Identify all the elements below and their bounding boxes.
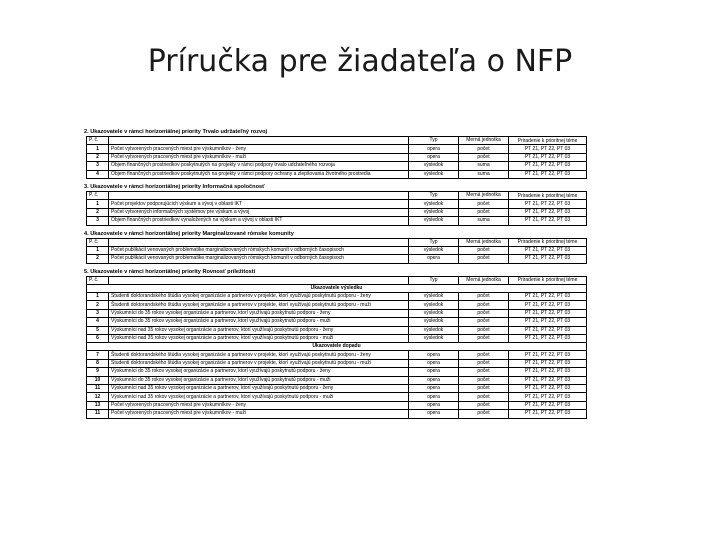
row-unit: počet <box>459 246 509 254</box>
row-description: Výskumníci do 35 rokov vysokej organizácie a partnerov, ktorí využívajú poskytnutú podporu - ženy <box>109 309 409 317</box>
row-number: 6 <box>87 335 109 343</box>
row-type: výsledok <box>409 335 459 343</box>
row-description: Študenti doktorandského štúdia vysokej organizácie a partnerov v projekte, ktorí využívajú poskytnutú podporu - muži <box>109 359 409 367</box>
row-type: výsledok <box>409 246 459 254</box>
row-assignment: PT 21, PT 22, PT 03 <box>509 145 587 153</box>
row-unit: počet <box>459 153 509 161</box>
row-description: Študenti doktorandského štúdia vysokej organizácie a partnerov v projekte, ktorí využívajú poskytnutú podporu - ženy <box>109 293 409 301</box>
row-number: 1 <box>87 246 109 254</box>
row-type: výsledok <box>409 208 459 216</box>
table-row <box>87 393 587 401</box>
table-row <box>87 170 587 178</box>
indicator-table <box>86 136 587 179</box>
header-assignment: Priradenie k prioritnej téme <box>509 191 587 199</box>
table-row <box>87 368 587 376</box>
row-assignment: PT 21, PT 22, PT 03 <box>509 393 587 401</box>
row-number: 5 <box>87 326 109 334</box>
section-title: 3. Ukazovatele v rámci horizontálnej priority Informačná spoločnosť <box>84 183 265 190</box>
row-assignment: PT 21, PT 22, PT 03 <box>509 384 587 392</box>
row-description: Objem finančných prostriedkov poskytnutých na projekty v rámci podpory ochrany a zlepšovania životného prostredia <box>109 170 409 178</box>
row-type: opera <box>409 384 459 392</box>
row-unit: počet <box>459 410 509 418</box>
row-number: 2 <box>87 301 109 309</box>
row-description: Počet vytvorených informačných systémov pre výskum a vývoj <box>109 208 409 216</box>
row-description: Počet publikácií venovaných problematike marginalizovaných rómskych komunít v odborných časopisoch <box>109 255 409 263</box>
table-row <box>87 200 587 208</box>
row-number: 12 <box>87 393 109 401</box>
row-number: 2 <box>87 255 109 263</box>
table-row <box>87 246 587 254</box>
row-assignment: PT 21, PT 22, PT 03 <box>509 376 587 384</box>
row-unit: počet <box>459 145 509 153</box>
row-assignment: PT 21, PT 22, PT 03 <box>509 200 587 208</box>
row-assignment: PT 21, PT 22, PT 03 <box>509 368 587 376</box>
row-assignment: PT 21, PT 22, PT 03 <box>509 255 587 263</box>
indicator-table <box>86 191 587 226</box>
row-assignment: PT 21, PT 22, PT 03 <box>509 359 587 367</box>
table-header-row <box>87 191 587 199</box>
indicator-table <box>86 238 587 264</box>
table-row <box>87 384 587 392</box>
row-type: výsledok <box>409 309 459 317</box>
indicator-table <box>86 276 587 419</box>
row-unit: počet <box>459 359 509 367</box>
row-number: 4 <box>87 318 109 326</box>
table-row <box>87 255 587 263</box>
table-row <box>87 335 587 343</box>
table-group-row <box>87 285 587 293</box>
header-type: Typ <box>409 276 459 284</box>
row-assignment: PT 21, PT 22, PT 03 <box>509 309 587 317</box>
row-type: výsledok <box>409 301 459 309</box>
row-description: Počet vytvorených pracovných miest pre výskumníkov - muži <box>109 153 409 161</box>
row-unit: počet <box>459 309 509 317</box>
row-description: Študenti doktorandského štúdia vysokej organizácie a partnerov v projekte, ktorí využívajú poskytnutú podporu - ženy <box>109 351 409 359</box>
row-assignment: PT 21, PT 22, PT 03 <box>509 162 587 170</box>
row-unit: počet <box>459 401 509 409</box>
header-type: Typ <box>409 191 459 199</box>
row-number: 7 <box>87 351 109 359</box>
header-assignment: Priradenie k prioritnej téme <box>509 238 587 246</box>
table-row <box>87 318 587 326</box>
table-row <box>87 309 587 317</box>
row-number: 1 <box>87 200 109 208</box>
row-description: Objem finančných prostriedkov vynaložených na výskum a vývoj v oblasti IKT <box>109 217 409 225</box>
row-description: Výskumníci nad 35 rokov vysokej organizácie a partnerov, ktorí využívajú poskytnutú podporu - muži <box>109 335 409 343</box>
row-description: Výskumníci nad 35 rokov vysokej organizácie a partnerov, ktorí využívajú poskytnutú podporu - ženy <box>109 326 409 334</box>
row-type: výsledok <box>409 326 459 334</box>
group-label: Ukazovatele výsledku <box>87 285 587 293</box>
row-number: 11 <box>87 384 109 392</box>
row-unit: počet <box>459 200 509 208</box>
row-number: 3 <box>87 217 109 225</box>
row-unit: počet <box>459 393 509 401</box>
header-unit: Merná jednotka <box>459 238 509 246</box>
table-row <box>87 293 587 301</box>
row-unit: počet <box>459 368 509 376</box>
header-blank <box>109 276 409 284</box>
header-assignment: Priradenie k prioritnej téme <box>509 276 587 284</box>
table-row <box>87 301 587 309</box>
row-description: Počet publikácií venovaných problematike marginalizovaných rómskych komunít v odborných časopisoch <box>109 246 409 254</box>
row-unit: počet <box>459 255 509 263</box>
row-unit: počet <box>459 208 509 216</box>
table-row <box>87 401 587 409</box>
row-unit: počet <box>459 293 509 301</box>
row-description: Počet vytvorených pracovných miest pre výskumníkov - ženy <box>109 145 409 153</box>
row-number: 2 <box>87 208 109 216</box>
row-unit: počet <box>459 376 509 384</box>
row-type: opera <box>409 393 459 401</box>
row-description: Študenti doktorandského štúdia vysokej organizácie a partnerov v projekte, ktorí využívajú poskytnutú podporu - muži <box>109 301 409 309</box>
row-unit: počet <box>459 384 509 392</box>
row-unit: počet <box>459 351 509 359</box>
row-description: Počet projektov podporujúcich výskum a vývoj v oblasti IKT <box>109 200 409 208</box>
row-description: Výskumníci nad 35 rokov vysokej organizácie a partnerov, ktorí využívajú poskytnutú podporu - ženy <box>109 384 409 392</box>
row-unit: suma <box>459 162 509 170</box>
row-type: výsledok <box>409 200 459 208</box>
header-num: P. č. <box>87 191 109 199</box>
row-description: Výskumníci nad 35 rokov vysokej organizácie a partnerov, ktorí využívajú poskytnutú podporu - muži <box>109 393 409 401</box>
group-label: Ukazovatele dopadu <box>87 343 587 351</box>
row-assignment: PT 21, PT 22, PT 03 <box>509 246 587 254</box>
table-header-row <box>87 276 587 284</box>
header-unit: Merná jednotka <box>459 276 509 284</box>
row-type: opera <box>409 376 459 384</box>
header-type: Typ <box>409 137 459 145</box>
row-assignment: PT 21, PT 22, PT 03 <box>509 301 587 309</box>
row-assignment: PT 21, PT 22, PT 03 <box>509 351 587 359</box>
row-type: opera <box>409 255 459 263</box>
row-assignment: PT 21, PT 22, PT 03 <box>509 217 587 225</box>
row-assignment: PT 21, PT 22, PT 03 <box>509 326 587 334</box>
header-blank <box>109 238 409 246</box>
row-type: výsledok <box>409 293 459 301</box>
header-num: P. č. <box>87 238 109 246</box>
table-row <box>87 326 587 334</box>
row-number: 3 <box>87 309 109 317</box>
table-row <box>87 208 587 216</box>
header-blank <box>109 191 409 199</box>
row-unit: suma <box>459 217 509 225</box>
header-num: P. č. <box>87 276 109 284</box>
row-number: 8 <box>87 359 109 367</box>
row-unit: počet <box>459 326 509 334</box>
row-number: 2 <box>87 153 109 161</box>
row-unit: počet <box>459 318 509 326</box>
row-number: 1 <box>87 145 109 153</box>
row-type: opera <box>409 153 459 161</box>
row-type: výsledok <box>409 217 459 225</box>
indicator-document <box>84 128 594 419</box>
page-title: Príručka pre žiadateľa o NFP <box>147 44 573 79</box>
row-number: 9 <box>87 368 109 376</box>
row-assignment: PT 21, PT 22, PT 03 <box>509 208 587 216</box>
row-type: opera <box>409 359 459 367</box>
row-type: výsledok <box>409 162 459 170</box>
table-row <box>87 376 587 384</box>
row-number: 13 <box>87 401 109 409</box>
row-unit: počet <box>459 335 509 343</box>
row-unit: počet <box>459 301 509 309</box>
table-row <box>87 351 587 359</box>
row-description: Počet vytvorených pracovných miest pre výskumníkov - ženy <box>109 401 409 409</box>
table-row <box>87 359 587 367</box>
table-header-row <box>87 137 587 145</box>
table-row <box>87 145 587 153</box>
row-description: Výskumníci do 35 rokov vysokej organizácie a partnerov, ktorí využívajú poskytnutú podporu - muži <box>109 318 409 326</box>
table-row <box>87 162 587 170</box>
header-assignment: Priradenie k prioritnej téme <box>509 137 587 145</box>
row-type: výsledok <box>409 170 459 178</box>
row-type: opera <box>409 401 459 409</box>
row-description: Počet vytvorených pracovných miest pre výskumníkov - muži <box>109 410 409 418</box>
row-type: opera <box>409 410 459 418</box>
table-row <box>87 153 587 161</box>
row-number: 3 <box>87 162 109 170</box>
row-number: 1 <box>87 293 109 301</box>
row-description: Výskumníci do 35 rokov vysokej organizácie a partnerov, ktorí využívajú poskytnutú podporu - muži <box>109 376 409 384</box>
row-number: 10 <box>87 376 109 384</box>
header-type: Typ <box>409 238 459 246</box>
row-description: Objem finančných prostriedkov poskytnutých na projekty v rámci podpory trvalo udržateľného rozvoja <box>109 162 409 170</box>
header-unit: Merná jednotka <box>459 191 509 199</box>
row-assignment: PT 21, PT 22, PT 03 <box>509 293 587 301</box>
table-header-row <box>87 238 587 246</box>
row-description: Výskumníci do 35 rokov vysokej organizácie a partnerov, ktorí využívajú poskytnutú podporu - ženy <box>109 368 409 376</box>
row-number: 11 <box>87 410 109 418</box>
row-assignment: PT 21, PT 22, PT 03 <box>509 318 587 326</box>
row-assignment: PT 21, PT 22, PT 03 <box>509 410 587 418</box>
table-row <box>87 217 587 225</box>
row-assignment: PT 21, PT 22, PT 03 <box>509 170 587 178</box>
section-title: 5. Ukazovatele v rámci horizontálnej priority Rovnosť príležitostí <box>84 268 256 275</box>
row-assignment: PT 21, PT 22, PT 03 <box>509 153 587 161</box>
row-assignment: PT 21, PT 22, PT 03 <box>509 401 587 409</box>
table-row <box>87 410 587 418</box>
row-type: opera <box>409 145 459 153</box>
row-unit: suma <box>459 170 509 178</box>
row-type: výsledok <box>409 318 459 326</box>
row-type: opera <box>409 351 459 359</box>
section-title: 4. Ukazovatele v rámci horizontálnej priority Marginalizované rómske komunity <box>84 230 294 237</box>
row-type: opera <box>409 368 459 376</box>
header-unit: Merná jednotka <box>459 137 509 145</box>
row-assignment: PT 21, PT 22, PT 03 <box>509 335 587 343</box>
header-blank <box>109 137 409 145</box>
section-title: 2. Ukazovatele v rámci horizontálnej priority Trvalo udržateľný rozvoj <box>84 129 268 135</box>
header-num: P. č. <box>87 137 109 145</box>
table-group-row <box>87 343 587 351</box>
row-number: 4 <box>87 170 109 178</box>
